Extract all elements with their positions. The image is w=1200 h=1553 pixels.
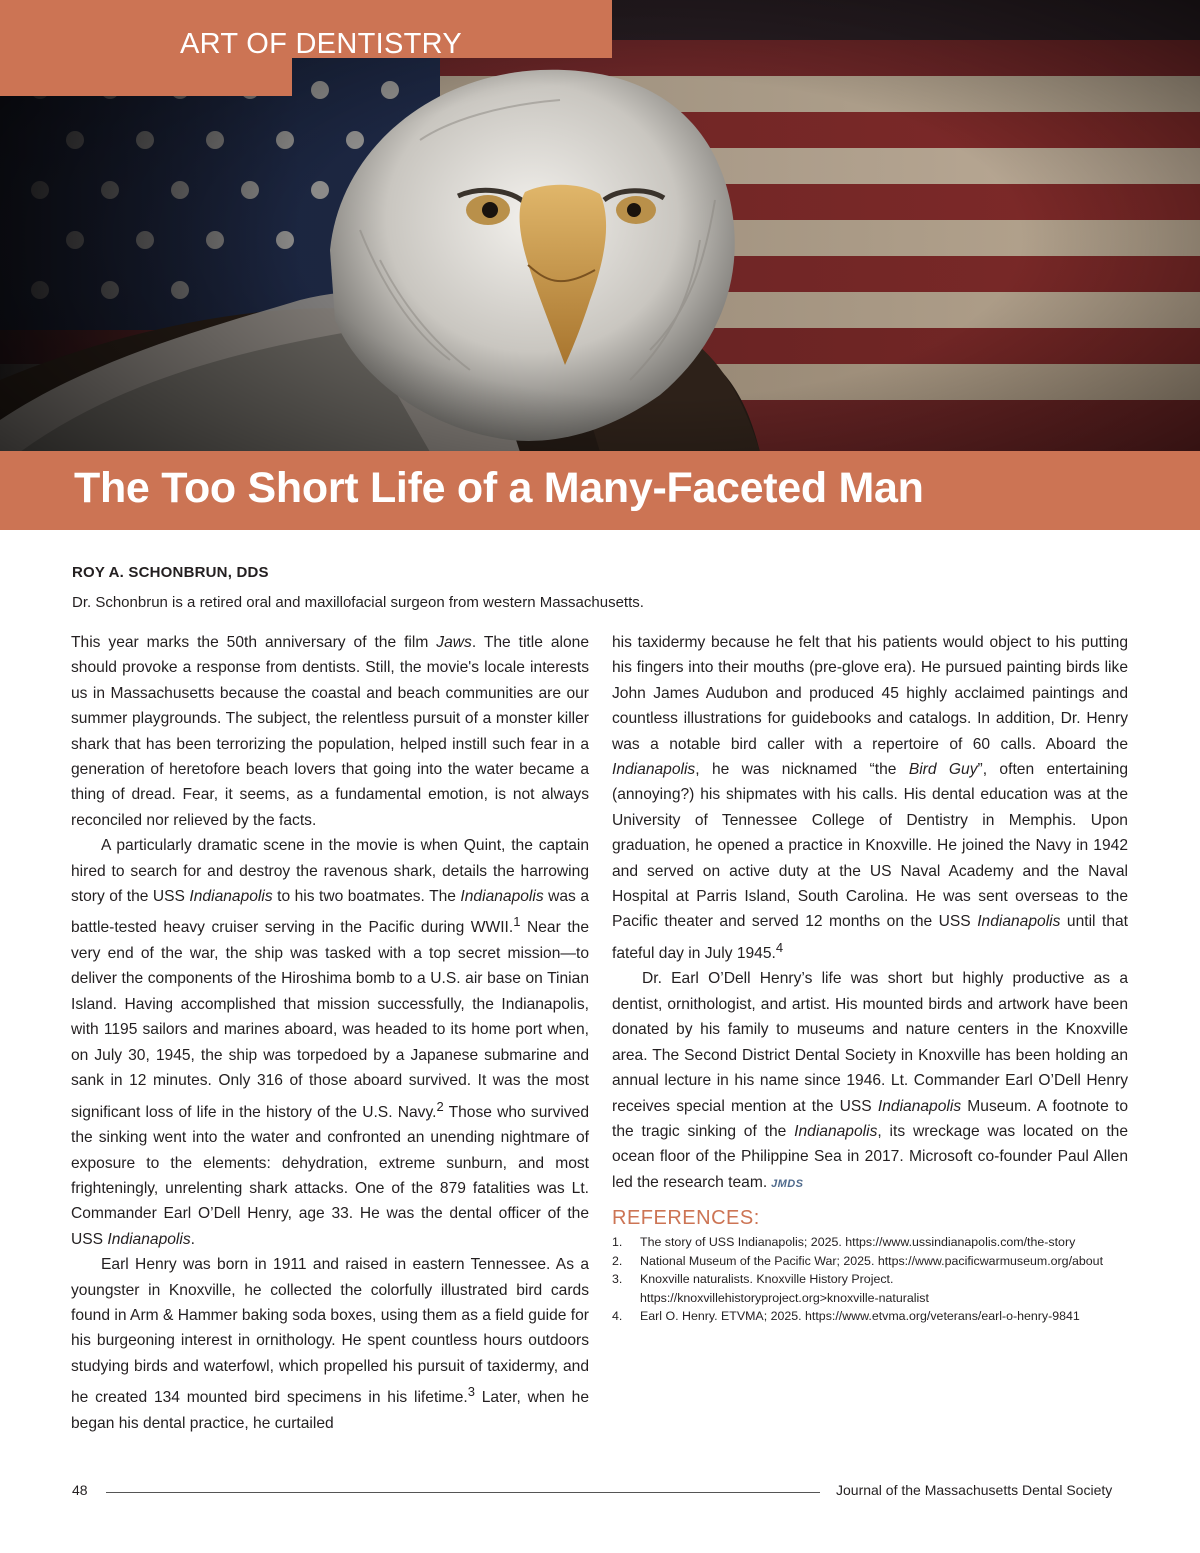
author-bio: Dr. Schonbrun is a retired oral and maxillofacial surgeon from western Massachusetts. [72,594,644,611]
article-title: The Too Short Life of a Many-Faceted Man [74,464,924,512]
paragraph: A particularly dramatic scene in the movie is when Quint, the captain hired to search for and destroy the ravenous shark, details the harrowing story of the USS Indianapolis to his two boatmates. The Indianapolis was a battle-tested heavy cruiser serving in the Pacific during WWII.$^1$ Near the very end of the war, the ship was tasked with a top secret mission—to deliver the components of the Hiroshima bomb to a U.S. air base on Tinian Island. Having accomplished that mission successfully, the Indianapolis, with 1195 sailors and marines aboard, was headed to its home port when, on July 30, 1945, the ship was torpedoed by a Japanese submarine and sank in 12 minutes. Only 316 of those aboard survived. It was the most significant loss of life in the history of the U.S. Navy.$^2$ Those who survived the sinking went into the water and confronted an unending nightmare of exposure to the elements: dehydration, extreme sunburn, and most frighteningly, unrelenting shark attacks. One of the 879 fatalities was Lt. Commander Earl O’Dell Henry, age 33. He was the dental officer of the USS Indianapolis. [71,837,589,1248]
reference-item: 2. National Museum of the Pacific War; 2025. https://www.pacificwarmuseum.org/about [612,1253,1104,1268]
references-list [612,1233,1132,1326]
body-column-left [71,630,589,1436]
paragraph: Dr. Earl O’Dell Henry’s life was short but highly productive as a dentist, ornithologist, and artist. His mounted birds and artwork have been donated by his family to museums and nature centers in the Knoxville area. The Second District Dental Society in Knoxville has been holding an annual lecture in his name since 1946. Lt. Commander Earl O’Dell Henry receives special mention at the USS Indianapolis Museum. A footnote to the tragic sinking of the Indianapolis, its wreckage was located on the ocean floor of the Philippine Sea in 2017. Microsoft co-founder Paul Allen led the research team. JMDS [612,970,1128,1191]
journal-name: Journal of the Massachusetts Dental Society [836,1482,1113,1498]
footnote-ref: 2 [436,1098,444,1114]
reference-item: 3. Knoxville naturalists. Knoxville History Project. https://knoxvillehistoryproject.org>knoxville-naturalist [612,1272,929,1305]
footnote-ref: 1 [513,914,521,930]
paragraph: his taxidermy because he felt that his patients would object to his putting his fingers into their mouths (pre-glove era). He pursued painting birds like John James Audubon and produced 45 highly acclaimed paintings and countless illustrations for guidebooks and catalogs. In addition, Dr. Henry was a notable bird caller with a repertoire of 60 calls. Aboard the Indianapolis, he was nicknamed “the Bird Guy”, often entertaining (annoying?) his shipmates with his calls. His dental education was at the University of Tennessee College of Dentistry in Memphis. Upon graduation, he opened a practice in Knoxville. He joined the Navy in 1942 and served on active duty at the US Naval Academy and the Naval Hospital at Parris Island, South Carolina. He was sent overseas to the Pacific theater and served 12 months on the USS Indianapolis until that fateful day in July 1945.$^4$ [612,634,1128,963]
body-column-right [612,630,1128,1197]
references-heading: REFERENCES: [612,1207,760,1229]
footnote-ref: 4 [775,939,784,955]
footnote-ref: 3 [467,1384,475,1400]
paragraph: Earl Henry was born in 1911 and raised in eastern Tennessee. As a youngster in Knoxville, he collected the colorfully illustrated bird cards found in Arm & Hammer baking soda boxes, using them as a field guide for his burgeoning interest in ornithology. He spent countless hours outdoors studying birds and waterfowl, which propelled his pursuit of taxidermy, and he created 134 mounted bird specimens in his lifetime.$^3$ Later, when he began his dental practice, he curtailed [71,1256,589,1432]
jmds-signoff: JMDS [771,1177,804,1190]
footer-rule [106,1492,820,1493]
reference-item: 4. Earl O. Henry. ETVMA; 2025. https://www.etvma.org/veterans/earl-o-henry-9841 [612,1309,1080,1324]
paragraph: This year marks the 50th anniversary of the film Jaws. The title alone should provoke a response from dentists. Still, the movie's locale interests us in Massachusetts because the coastal and beach communities are our summer playgrounds. The subject, the relentless pursuit of a monster killer shark that has been terrorizing the population, helped instill such fear in a generation of heretofore beach lovers that going into the water became a thing of dread. Fear, it seems, as a fundamental emotion, is not always reconciled nor relieved by the facts. [71,634,589,829]
section-label: ART OF DENTISTRY [180,28,462,60]
hero-image [0,0,1200,530]
author-name: ROY A. SCHONBRUN, DDS [72,564,269,581]
page-number: 48 [72,1482,88,1498]
reference-item: 1. The story of USS Indianapolis; 2025. https://www.ussindianapolis.com/the-story [612,1235,1076,1249]
